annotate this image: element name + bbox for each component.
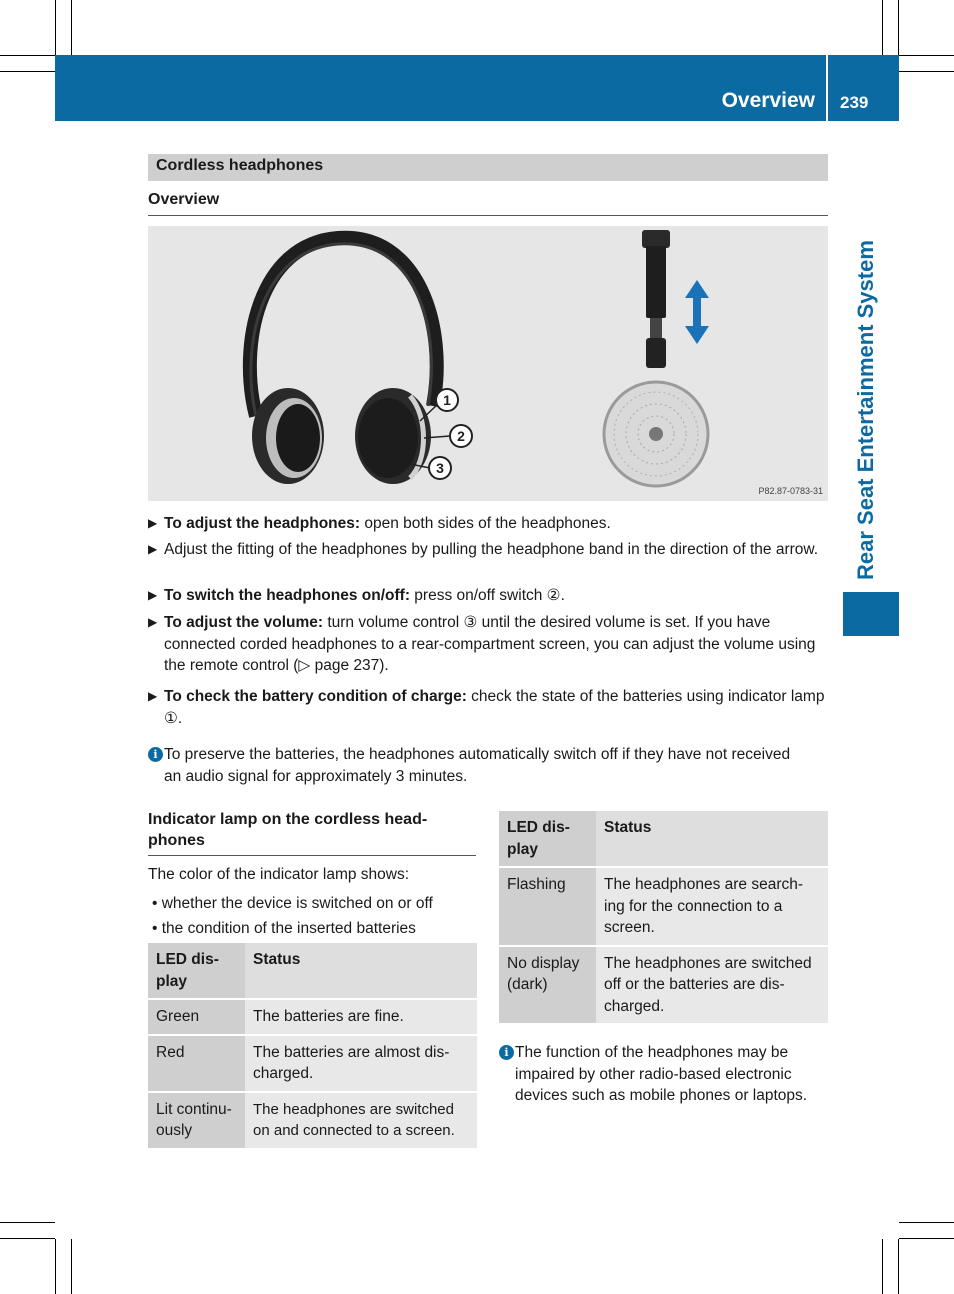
triangle-right-icon: ▶ [148, 516, 158, 530]
callout-label: 3 [436, 460, 444, 476]
crop-mark [882, 1239, 883, 1294]
figure-reference: P82.87-0783-31 [758, 486, 823, 496]
instruction-switch-on-off [148, 585, 830, 607]
crop-mark [55, 0, 56, 55]
table-cell: Flashing [499, 867, 596, 946]
table-cell: The batteries are almost dis- charged. [245, 1035, 477, 1092]
indicator-bullet: • whether the device is switched on or off [152, 895, 433, 912]
table-header: Status [596, 811, 828, 867]
callout-1 [436, 389, 458, 411]
table-header-row [499, 811, 828, 867]
table-cell: The headphones are switched on and connected to a screen. [245, 1092, 477, 1149]
table-cell: No display (dark) [499, 946, 596, 1025]
crop-mark [899, 1222, 954, 1223]
section-title: Cordless headphones [148, 154, 828, 181]
table-header: LED dis- play [148, 943, 245, 999]
indicator-bullet: • the condition of the inserted batteries [152, 920, 416, 937]
crop-mark [0, 55, 55, 56]
callout-label: 2 [457, 428, 465, 444]
led-status-table-1 [148, 943, 477, 1150]
table-cell: The headphones are switched off or the batteries are dis- charged. [596, 946, 828, 1025]
crop-mark [899, 1238, 954, 1239]
bullet-text: the condition of the inserted batteries [161, 920, 416, 937]
bullet-text: whether the device is switched on or off [161, 895, 433, 912]
instruction-text: check the state of the batteries using indicator lamp ①. [164, 688, 825, 727]
table-header: LED dis- play [499, 811, 596, 867]
table-row [499, 946, 828, 1025]
info-icon: i [499, 1045, 514, 1060]
instruction-adjust-headphones [148, 513, 830, 535]
info-icon: i [148, 747, 163, 762]
indicator-rule [148, 855, 476, 856]
table-cell: The batteries are fine. [245, 999, 477, 1035]
crop-mark [899, 71, 954, 72]
callout-2 [450, 425, 472, 447]
indicator-intro: The color of the indicator lamp shows: [148, 866, 410, 883]
table-cell: The headphones are search- ing for the connection to a screen. [596, 867, 828, 946]
instruction-adjust-fitting [148, 539, 830, 561]
crop-mark [898, 1239, 899, 1294]
crop-mark [882, 0, 883, 55]
triangle-right-icon: ▶ [148, 689, 158, 703]
instruction-text: open both sides of the headphones. [360, 515, 611, 532]
table-row [148, 999, 477, 1035]
callout-3 [429, 457, 451, 479]
indicator-heading-line: phones [148, 832, 205, 849]
chapter-side-label: Rear Seat Entertainment System [853, 240, 878, 580]
led-status-table-2 [499, 811, 828, 1025]
note-text: The function of the headphones may be impaired by other radio-based electronic devices such as mobile phones or laptops. [515, 1044, 808, 1104]
triangle-right-icon: ▶ [148, 542, 158, 556]
crop-mark [898, 0, 899, 55]
crop-mark [71, 1239, 72, 1294]
instruction-text: press on/off switch ②. [409, 587, 565, 604]
table-cell: Green [148, 999, 245, 1035]
crop-mark [899, 55, 954, 56]
indicator-heading [148, 809, 427, 851]
page-header [55, 55, 899, 121]
table-header: Status [245, 943, 477, 999]
instruction-adjust-volume [148, 612, 830, 677]
page-number: 239 [840, 93, 869, 112]
header-divider [826, 55, 828, 121]
instruction-text: turn volume control ③ until the desired volume is set. If you have connected corded headphones to a rear-compartment screen, you can adjust the volume using the remote control (▷ page 237). [164, 614, 816, 674]
chapter-side-tab [843, 592, 899, 636]
crop-mark [71, 0, 72, 55]
table-cell: Red [148, 1035, 245, 1092]
table-header-row [148, 943, 477, 999]
table-row [499, 867, 828, 946]
callout-label: 1 [443, 392, 451, 408]
battery-note [148, 744, 808, 787]
instruction-bold: To adjust the volume: [164, 614, 324, 631]
header-title: Overview [721, 89, 815, 112]
crop-mark [0, 71, 55, 72]
triangle-right-icon: ▶ [148, 588, 158, 602]
table-cell: Lit continu- ously [148, 1092, 245, 1149]
crop-mark [0, 1238, 55, 1239]
instruction-bold: To check the battery condition of charge: [164, 688, 467, 705]
instruction-check-battery [148, 686, 830, 729]
instruction-bold: To adjust the headphones: [164, 515, 361, 532]
indicator-heading-line: Indicator lamp on the cordless head- [148, 811, 428, 828]
table-row [148, 1035, 477, 1092]
interference-note [499, 1042, 831, 1107]
note-text: To preserve the batteries, the headphones automatically switch off if they have not received an audio signal for approximately 3 minutes. [164, 746, 791, 785]
table-row [148, 1092, 477, 1149]
overview-heading: Overview [148, 191, 220, 208]
instruction-bold: To switch the headphones on/off: [164, 587, 410, 604]
adjust-arrow-icon [685, 280, 709, 344]
crop-mark [55, 1239, 56, 1294]
crop-mark [0, 1222, 55, 1223]
headphones-figure [148, 226, 828, 501]
overview-rule [148, 215, 828, 216]
instruction-text: Adjust the fitting of the headphones by pulling the headphone band in the direction of the arrow. [164, 541, 819, 558]
triangle-right-icon: ▶ [148, 615, 158, 629]
